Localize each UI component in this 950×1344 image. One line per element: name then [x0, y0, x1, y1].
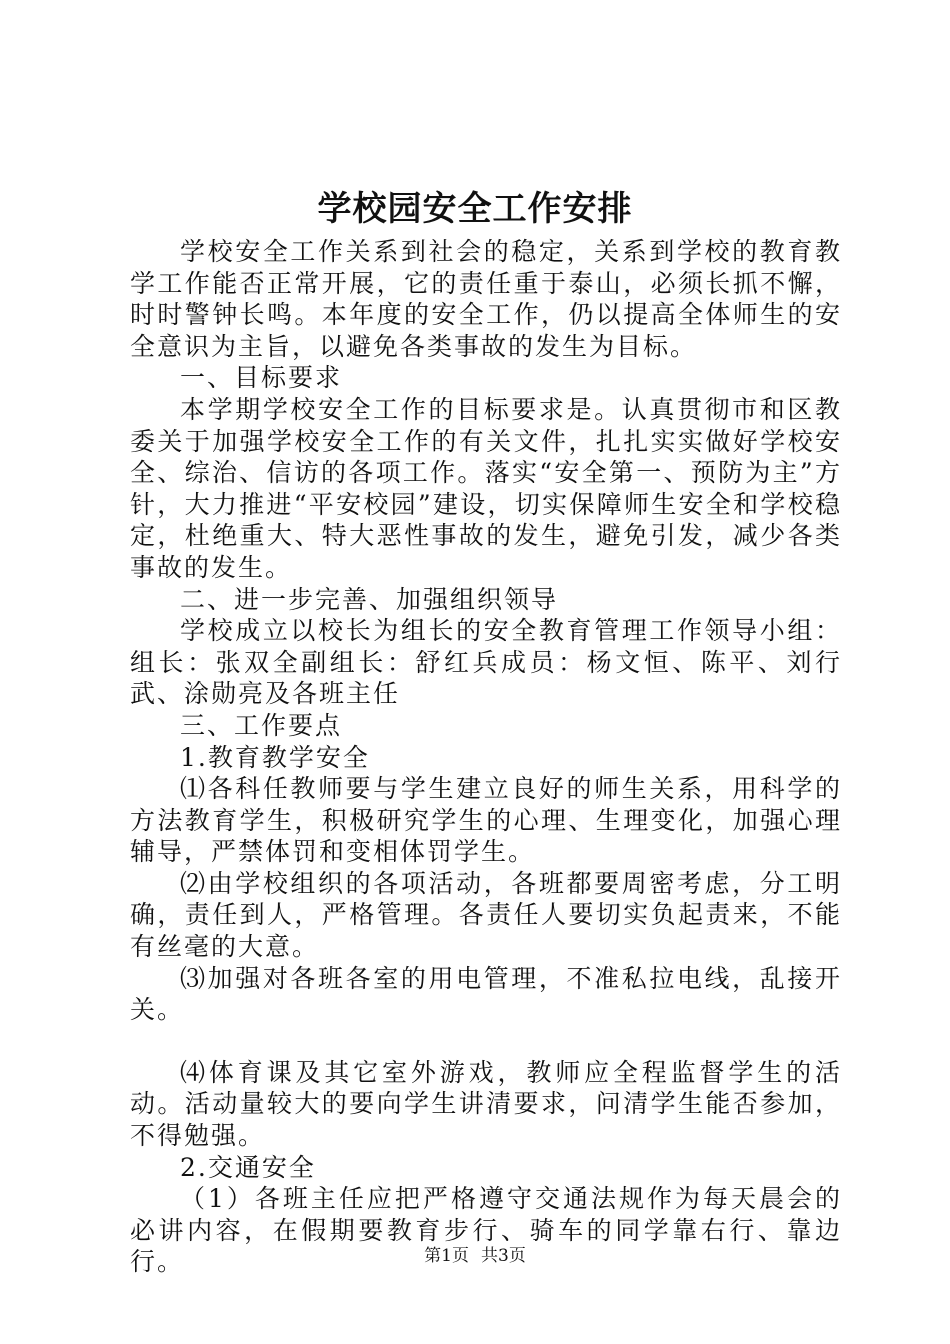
- page-number: 第1页: [424, 1246, 469, 1266]
- teaching-item-3: ⑶加强对各班各室的用电管理，不准私拉电线，乱接开关。: [130, 963, 842, 1025]
- section-heading-organization: 二、进一步完善、加强组织领导: [180, 584, 559, 614]
- teaching-item-4: ⑷体育课及其它室外游戏，教师应全程监督学生的活动。活动量较大的要向学生讲清要求，问清学生能否参加，不得勉强。: [130, 1057, 842, 1151]
- goals-paragraph: 本学期学校安全工作的目标要求是。认真贯彻市和区教委关于加强学校安全工作的有关文件，扎扎实实做好学校安全、综治、信访的各项工作。落实“安全第一、预防为主”方针，大力推进“平安校园”建设，切实保障师生安全和学校稳定，杜绝重大、特大恶性事故的发生，避免引发，减少各类事故的发生。: [130, 394, 842, 582]
- section-heading-goals: 一、目标要求: [180, 363, 343, 393]
- page-title: 学校园安全工作安排: [317, 189, 633, 229]
- teaching-item-1: ⑴各科任教师要与学生建立良好的师生关系，用科学的方法教育学生，积极研究学生的心理、生理变化，加强心理辅导，严禁体罚和变相体罚学生。: [130, 774, 842, 867]
- document-body: [130, 236, 842, 1278]
- intro-paragraph: 学校安全工作关系到社会的稳定，关系到学校的教育教学工作能否正常开展，它的责任重于泰山，必须长抓不懈，时时警钟长鸣。本年度的安全工作，仍以提高全体师生的安全意识为主旨，以避免各类事故的发生为目标。: [130, 237, 842, 361]
- page-total: 共3页: [481, 1246, 526, 1266]
- subheading-traffic-safety: 2.交通安全: [180, 1152, 316, 1182]
- section-heading-key-points: 三、工作要点: [180, 710, 343, 740]
- traffic-item-1: （1）各班主任应把严格遵守交通法规作为每天晨会的必讲内容，在假期要教育步行、骑车的同学靠右行、靠边行。: [130, 1184, 842, 1277]
- teaching-item-2: ⑵由学校组织的各项活动，各班都要周密考虑，分工明确，责任到人，严格管理。各责任人要切实负起责来，不能有丝毫的大意。: [130, 868, 842, 962]
- page-footer: [0, 1244, 950, 1268]
- subheading-teaching-safety: 1.教育教学安全: [180, 742, 370, 772]
- organization-paragraph: 学校成立以校长为组长的安全教育管理工作领导小组：组长：张双全副组长：舒红兵成员：杨文恒、陈平、刘行武、涂勋亮及各班主任: [130, 616, 842, 709]
